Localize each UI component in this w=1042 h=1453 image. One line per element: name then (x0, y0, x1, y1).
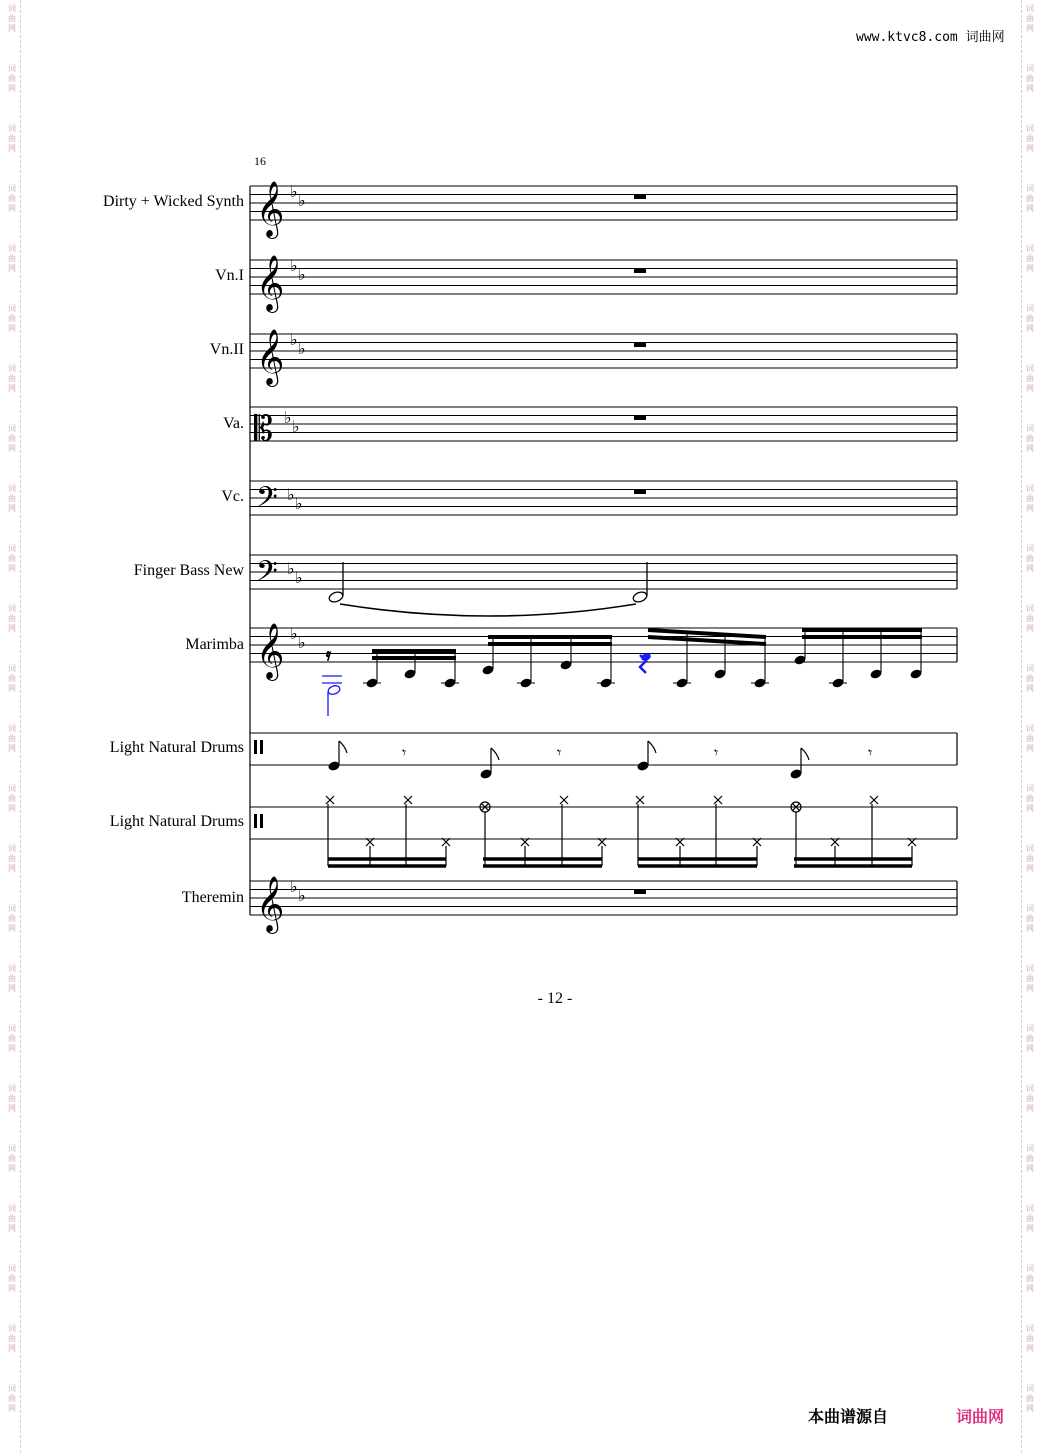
hihat-note (442, 838, 450, 866)
hihat-note (870, 796, 878, 866)
hihat-note (480, 802, 490, 866)
side-watermark-text: 词 曲 网 (8, 244, 16, 273)
hihat-note (908, 838, 916, 866)
side-watermark-text: 词 曲 网 (1026, 904, 1034, 933)
treble-clef-icon: 𝄞 (256, 181, 285, 237)
side-watermark-text: 词 曲 网 (1026, 1384, 1034, 1413)
side-watermark-text: 词 曲 网 (1026, 664, 1034, 693)
side-watermark-text: 词 曲 网 (1026, 964, 1034, 993)
side-watermark-text: 词 曲 网 (1026, 1084, 1034, 1113)
instrument-label: Vc. (221, 488, 244, 505)
side-watermark-text: 词 曲 网 (8, 664, 16, 693)
beam (328, 859, 446, 866)
side-watermark-text: 词 曲 网 (1026, 64, 1034, 93)
instrument-label: Vn.I (215, 267, 244, 284)
beam (483, 859, 602, 866)
side-watermark-text: 词 曲 网 (8, 1084, 16, 1113)
instrument-label: Vn.II (209, 341, 244, 358)
percussion-staff (250, 807, 957, 839)
beam (638, 859, 757, 866)
side-watermark-text: 词 曲 网 (1026, 844, 1034, 873)
site-name: 词曲网 (965, 30, 1005, 45)
footer-source-label: 本曲谱源自 (808, 1407, 889, 1426)
eighth-rest-icon: 𝄾 (557, 743, 562, 762)
flat-icon: ♭ (290, 256, 298, 275)
flat-icon: ♭ (298, 191, 306, 210)
side-watermark-text: 词 曲 网 (8, 304, 16, 333)
side-watermark-text: 词 曲 网 (1026, 784, 1034, 813)
footer-source-site[interactable]: 词曲网 (956, 1407, 1005, 1426)
side-watermark-text: 词 曲 网 (1026, 4, 1034, 33)
side-watermark-text: 词 曲 网 (1026, 124, 1034, 153)
drum2-notes (326, 796, 916, 866)
hihat-note (714, 796, 722, 866)
flat-icon: ♭ (287, 559, 295, 578)
hihat-note (636, 796, 644, 866)
side-watermark-text: 词 曲 网 (1026, 364, 1034, 393)
bass-clef-icon: 𝄢 (256, 481, 278, 521)
side-watermark-text: 词 曲 网 (1026, 1204, 1034, 1233)
treble-clef-icon: 𝄞 (256, 329, 285, 385)
instrument-label: Marimba (185, 636, 244, 653)
hihat-note (598, 838, 606, 866)
flat-icon: ♭ (290, 877, 298, 896)
flat-icon: ♭ (298, 339, 306, 358)
treble-clef-icon: 𝄞 (256, 623, 285, 679)
percussion-clef-icon (254, 814, 263, 828)
side-watermark-text: 词 曲 网 (1026, 424, 1034, 453)
blue-note (322, 676, 342, 716)
flat-icon: ♭ (287, 485, 295, 504)
staff (250, 260, 957, 294)
drum1-notes (328, 741, 872, 779)
clefs (254, 181, 284, 934)
side-watermark-text: 词 曲 网 (8, 64, 16, 93)
side-watermark-text: 词 曲 网 (8, 724, 16, 753)
key-signatures (284, 182, 306, 905)
instrument-label: Finger Bass New (133, 562, 244, 579)
flat-icon: ♭ (292, 417, 300, 436)
sixteenth-note (404, 651, 416, 679)
side-watermark-text: 词 曲 网 (1026, 604, 1034, 633)
hihat-note (831, 838, 839, 866)
side-watermark-text: 词 曲 网 (8, 184, 16, 213)
staff (250, 334, 957, 368)
side-watermark-text: 词 曲 网 (1026, 304, 1034, 333)
whole-rest (634, 890, 646, 894)
whole-rest (634, 343, 646, 347)
side-watermark-text: 词 曲 网 (8, 4, 16, 33)
side-watermark-text: 词 曲 网 (1026, 184, 1034, 213)
flat-icon: ♭ (290, 182, 298, 201)
staff (250, 881, 957, 915)
staff (250, 555, 957, 589)
side-watermark-text: 词 曲 网 (8, 424, 16, 453)
side-watermark-text: 词 曲 网 (1026, 544, 1034, 573)
side-watermark-text: 词 曲 网 (8, 124, 16, 153)
staff (250, 407, 957, 441)
staves (250, 186, 957, 915)
staff (250, 186, 957, 220)
side-watermark-text: 词 曲 网 (8, 844, 16, 873)
flat-icon: ♭ (290, 330, 298, 349)
alto-clef-icon: 𝄡 (254, 409, 273, 449)
hihat-note (326, 796, 334, 866)
side-watermark-text: 词 曲 网 (1026, 1144, 1034, 1173)
hihat-note (366, 838, 374, 866)
side-watermark-text: 词 曲 网 (1026, 1324, 1034, 1353)
instrument-label: Light Natural Drums (109, 739, 244, 756)
hihat-note (676, 838, 684, 866)
page-number: - 12 - (537, 990, 573, 1007)
percussion-clef-icon (254, 740, 263, 754)
side-watermark-text: 词 曲 网 (8, 484, 16, 513)
side-watermark-text: 词 曲 网 (1026, 724, 1034, 753)
tie (340, 604, 636, 616)
flat-icon: ♭ (298, 265, 306, 284)
staff (250, 481, 957, 515)
side-watermark-text: 词 曲 网 (8, 604, 16, 633)
whole-rest (634, 195, 646, 199)
hihat-note (791, 802, 801, 866)
measure-number: 16 (254, 154, 266, 168)
side-watermark-text: 词 曲 网 (8, 1384, 16, 1413)
whole-rest (634, 490, 646, 494)
half-note-head (632, 590, 648, 603)
instrument-label: Va. (223, 415, 244, 432)
instrument-label: Theremin (181, 889, 244, 906)
hihat-note (560, 796, 568, 866)
eighth-rest-icon: 𝄾 (868, 743, 873, 762)
sixteenth-rest-icon: 𝄿 (326, 645, 331, 664)
rests (634, 195, 646, 894)
whole-rest (634, 416, 646, 420)
side-watermark-text: 词 曲 网 (8, 1024, 16, 1053)
hihat-note (404, 796, 412, 866)
percussion-staff (250, 733, 957, 765)
side-watermark-text: 词 曲 网 (8, 1324, 16, 1353)
side-watermark-text: 词 曲 网 (8, 544, 16, 573)
treble-clef-icon: 𝄞 (256, 876, 285, 932)
instrument-label: Light Natural Drums (109, 813, 244, 830)
side-watermark-text: 词 曲 网 (8, 904, 16, 933)
side-watermark-text: 词 曲 网 (8, 1264, 16, 1293)
beam (794, 859, 912, 866)
eighth-rest-icon: 𝄾 (714, 743, 719, 762)
marimba-notes (322, 630, 922, 716)
half-note-head (328, 590, 344, 603)
hihat-note (753, 838, 761, 866)
flat-icon: ♭ (290, 624, 298, 643)
side-watermark-text: 词 曲 网 (1026, 1264, 1034, 1293)
flat-icon: ♭ (295, 568, 303, 587)
side-watermark-text: 词 曲 网 (8, 1204, 16, 1233)
side-watermark-text: 词 曲 网 (1026, 244, 1034, 273)
flat-icon: ♭ (284, 408, 292, 427)
side-watermark-text: 词 曲 网 (8, 964, 16, 993)
side-watermark-text: 词 曲 网 (1026, 1024, 1034, 1053)
side-watermark-text: 词 曲 网 (8, 784, 16, 813)
instrument-label: Dirty + Wicked Synth (103, 193, 244, 210)
flat-icon: ♭ (298, 633, 306, 652)
site-url[interactable]: www.ktvc8.com (856, 30, 958, 45)
side-watermark-text: 词 曲 网 (1026, 484, 1034, 513)
flat-icon: ♭ (298, 886, 306, 905)
whole-rest (634, 269, 646, 273)
side-watermark-text: 词 曲 网 (8, 364, 16, 393)
hihat-note (521, 838, 529, 866)
eighth-rest-icon: 𝄾 (402, 743, 407, 762)
bass-clef-icon: 𝄢 (256, 555, 278, 595)
side-watermark-text: 词 曲 网 (8, 1144, 16, 1173)
flat-icon: ♭ (295, 494, 303, 513)
treble-clef-icon: 𝄞 (256, 255, 285, 311)
